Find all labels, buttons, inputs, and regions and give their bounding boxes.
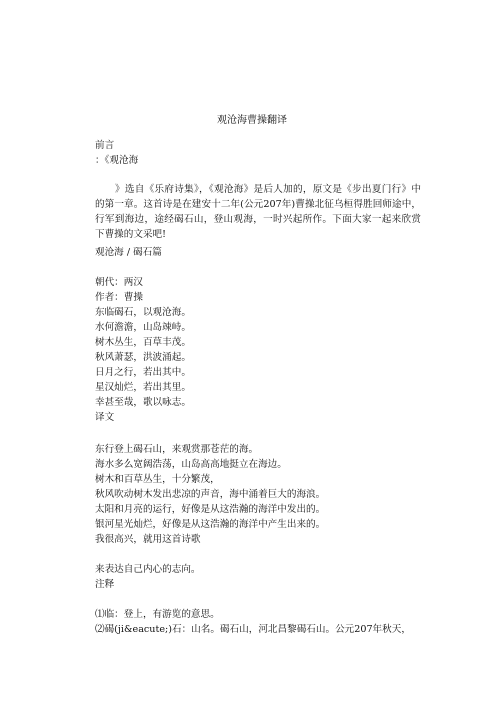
translation-line: 我很高兴，就用这首诗歌: [95, 534, 201, 545]
poem-line: 树木丛生，百草丰茂。: [95, 337, 191, 348]
translation-line: 海水多么宽阔浩荡，山岛高高地挺立在海边。: [95, 459, 287, 470]
translation-line: 秋风吹动树木发出悲凉的声音，海中涌着巨大的海浪。: [95, 489, 326, 500]
poem-line: 星汉灿烂，若出其里。: [95, 382, 191, 393]
poem-line: 东临碣石，以观沧海。: [95, 307, 191, 318]
poem-heading: 观沧海 / 碣石篇: [95, 247, 162, 258]
translation-line: 银河星光灿烂，好像是从这浩瀚的海洋中产生出来的。: [95, 519, 326, 530]
document-title: 观沧海曹操翻译: [217, 115, 287, 126]
translation-line: 树木和百草丛生，十分繁茂，: [95, 474, 220, 485]
translation-heading: 译文: [95, 412, 115, 423]
poem-dynasty: 朝代：两汉: [95, 277, 143, 288]
note-item: ⑴临：登上，有游览的意思。: [95, 609, 220, 620]
poem-line: 秋风萧瑟，洪波涌起。: [95, 352, 191, 363]
poem-author: 作者：曹操: [95, 292, 143, 303]
translation-line: 太阳和月亮的运行，好像是从这浩瀚的海洋中发出的。: [95, 504, 326, 515]
poem-line: 日月之行，若出其中。: [95, 367, 191, 378]
intro-paragraph: 》选自《乐府诗集》，《观沧海》是后人加的，原文是《步出夏门行》中的第一章。这首诗是在建安十二年(公元207年)曹操北征乌桓得胜回师途中，行军到海边，途经碣石山，登山观海，一时兴起所作。下面大家一起来欣赏下曹操的文采吧!: [95, 184, 421, 240]
preface-heading: 前言: [95, 140, 115, 151]
poem-line: 水何澹澹，山岛竦峙。: [95, 322, 191, 333]
notes-heading: 注释: [95, 579, 115, 590]
poem-line: 幸甚至哉，歌以咏志。: [95, 397, 191, 408]
translation-line: 东行登上碣石山，来观赏那苍茫的海。: [95, 444, 259, 455]
note-item: ⑵碣(ji&eacute;)石：山名。碣石山，河北昌黎碣石山。公元207年秋天，: [95, 624, 411, 635]
preface-subtitle: ：《观沧海: [95, 155, 139, 166]
translation-end: 来表达自己内心的志向。: [95, 564, 201, 575]
